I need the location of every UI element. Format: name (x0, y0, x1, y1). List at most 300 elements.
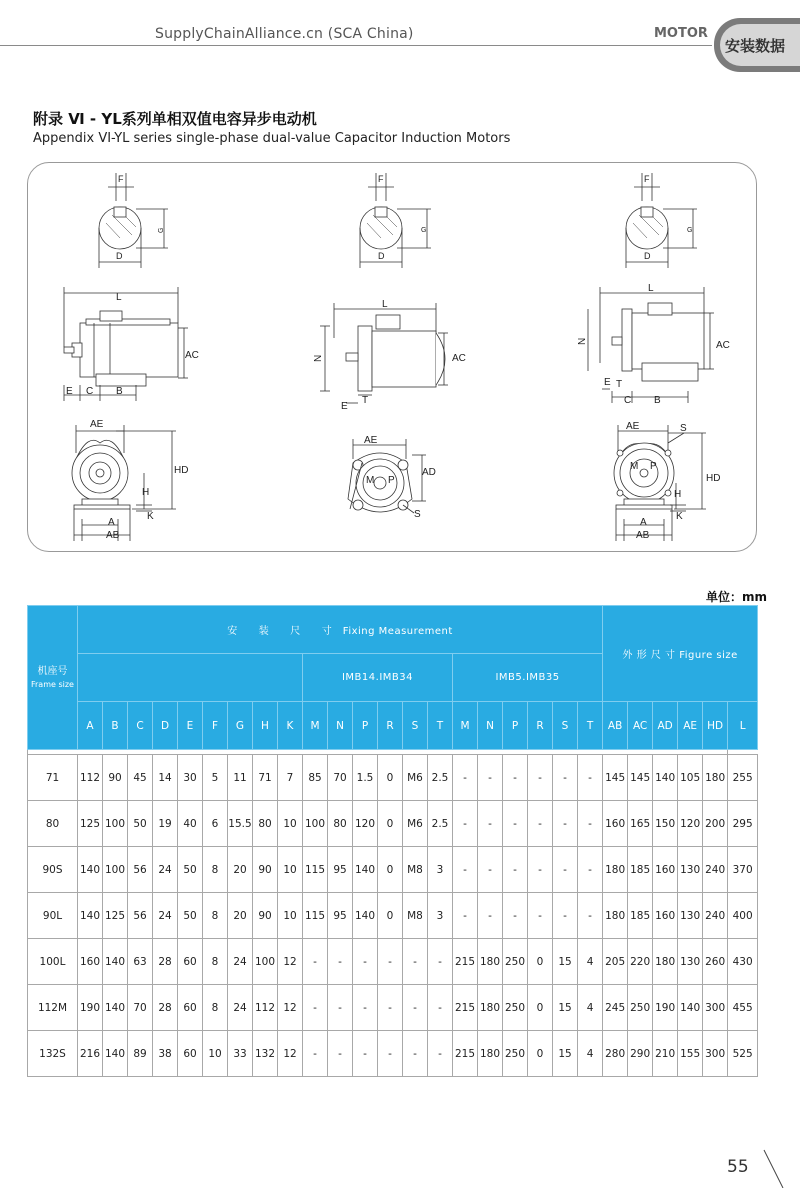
label-P: P (650, 461, 657, 472)
table-cell: 20 (228, 847, 253, 893)
table-cell: 140 (78, 847, 103, 893)
table-cell: 2.5 (428, 801, 453, 847)
label-A: A (108, 517, 115, 528)
table-cell: 0 (378, 847, 403, 893)
header-rule (0, 45, 712, 46)
table-cell: - (378, 1031, 403, 1077)
table-cell: 132 (253, 1031, 278, 1077)
table-cell: 180 (478, 1031, 503, 1077)
table-cell: 85 (303, 755, 328, 801)
column-header: F (203, 702, 228, 750)
table-cell: 180 (478, 985, 503, 1031)
table-cell: 190 (78, 985, 103, 1031)
table-cell: - (453, 801, 478, 847)
table-cell: 0 (378, 893, 403, 939)
shaft-detail-3 (626, 173, 697, 268)
table-cell: 180 (603, 893, 628, 939)
table-cell: 60 (178, 939, 203, 985)
table-cell: 120 (353, 801, 378, 847)
table-cell: 4 (578, 985, 603, 1031)
table-cell: - (478, 755, 503, 801)
table-cell: 150 (653, 801, 678, 847)
label-C: C (86, 386, 94, 397)
table-cell: 250 (503, 985, 528, 1031)
table-cell: - (578, 893, 603, 939)
table-cell: - (553, 755, 578, 801)
table-cell: 140 (353, 847, 378, 893)
table-cell: - (528, 893, 553, 939)
table-cell: 24 (228, 939, 253, 985)
frame-size-cell: 112M (28, 985, 78, 1031)
table-cell: - (453, 847, 478, 893)
label-S: S (680, 423, 687, 434)
table-cell: 245 (603, 985, 628, 1031)
table-cell: - (403, 1031, 428, 1077)
table-cell: 70 (128, 985, 153, 1031)
table-cell: 28 (153, 939, 178, 985)
table-cell: - (503, 755, 528, 801)
table-cell: 56 (128, 893, 153, 939)
column-header: P (353, 702, 378, 750)
table-cell: 0 (378, 801, 403, 847)
table-cell: M8 (403, 893, 428, 939)
table-row (28, 985, 758, 1031)
table-cell: 160 (653, 893, 678, 939)
column-header: R (528, 702, 553, 750)
table-cell: 0 (528, 1031, 553, 1077)
column-header: T (578, 702, 603, 750)
table-cell: - (378, 985, 403, 1031)
table-cell: - (428, 985, 453, 1031)
page-title-cn: 附录 Ⅵ - YL系列单相双值电容异步电动机 (33, 110, 317, 128)
table-cell: 12 (278, 985, 303, 1031)
table-cell: - (353, 1031, 378, 1077)
table-cell: 100 (103, 801, 128, 847)
column-header: B (103, 702, 128, 750)
table-cell: 210 (653, 1031, 678, 1077)
frame-size-cell: 100L (28, 939, 78, 985)
table-cell: 185 (628, 847, 653, 893)
table-cell: - (378, 939, 403, 985)
table-cell: - (503, 893, 528, 939)
table-cell: 140 (353, 893, 378, 939)
label-E: E (604, 377, 611, 388)
side-view-foot-mounted (64, 287, 199, 401)
table-cell: 8 (203, 847, 228, 893)
column-header: L (728, 702, 758, 750)
label-E: E (66, 386, 73, 397)
table-cell: 165 (628, 801, 653, 847)
frame-size-cell: 90S (28, 847, 78, 893)
table-cell: 140 (103, 1031, 128, 1077)
label-AC: AC (716, 340, 730, 351)
table-cell: - (403, 939, 428, 985)
label-AE: AE (364, 435, 378, 446)
label-K: K (676, 511, 683, 522)
table-cell: 12 (278, 1031, 303, 1077)
section-label: MOTOR (654, 26, 708, 41)
column-header: AE (678, 702, 703, 750)
column-header: R (378, 702, 403, 750)
table-cell: 80 (253, 801, 278, 847)
table-cell: 24 (228, 985, 253, 1031)
table-cell: 115 (303, 893, 328, 939)
table-cell: - (578, 801, 603, 847)
table-cell: - (403, 985, 428, 1031)
table-cell: - (478, 801, 503, 847)
table-row (28, 755, 758, 801)
column-header: M (303, 702, 328, 750)
label-AB: AB (636, 530, 650, 541)
label-L: L (116, 292, 122, 303)
label-AE: AE (90, 419, 104, 430)
label-G: G (421, 227, 427, 234)
label-F: F (118, 174, 124, 184)
table-cell: 63 (128, 939, 153, 985)
end-view-flange-mounted (348, 435, 436, 520)
table-cell: 8 (203, 939, 228, 985)
column-header: C (128, 702, 153, 750)
dimension-table (27, 605, 758, 1077)
table-cell: 100 (253, 939, 278, 985)
column-header: H (253, 702, 278, 750)
label-G: G (158, 227, 165, 233)
label-L: L (382, 299, 388, 310)
table-cell: 255 (728, 755, 758, 801)
side-view-flange-foot (577, 283, 730, 406)
table-cell: 130 (678, 893, 703, 939)
table-cell: M8 (403, 847, 428, 893)
table-cell: 24 (153, 893, 178, 939)
table-row (28, 893, 758, 939)
label-AC: AC (185, 350, 199, 361)
table-cell: 200 (703, 801, 728, 847)
label-B: B (116, 386, 123, 397)
table-cell: - (353, 985, 378, 1031)
column-header: M (453, 702, 478, 750)
table-cell: 50 (178, 893, 203, 939)
table-cell: 430 (728, 939, 758, 985)
table-cell: 160 (653, 847, 678, 893)
table-cell: - (428, 939, 453, 985)
table-cell: - (478, 893, 503, 939)
table-cell: 90 (103, 755, 128, 801)
table-cell: 15 (553, 939, 578, 985)
table-cell: 145 (628, 755, 653, 801)
table-cell: 24 (153, 847, 178, 893)
imb14-header: IMB14.IMB34 (303, 654, 453, 702)
end-view-foot-mounted (72, 419, 188, 541)
table-cell: 5 (203, 755, 228, 801)
label-AB: AB (106, 530, 120, 541)
page-number: 55 (727, 1157, 749, 1177)
table-cell: 4 (578, 939, 603, 985)
table-cell: 15 (553, 1031, 578, 1077)
column-header: AB (603, 702, 628, 750)
table-cell: 30 (178, 755, 203, 801)
table-cell: 80 (328, 801, 353, 847)
table-cell: 95 (328, 847, 353, 893)
table-cell: 0 (528, 939, 553, 985)
table-cell: 180 (703, 755, 728, 801)
table-cell: 8 (203, 985, 228, 1031)
table-cell: 205 (603, 939, 628, 985)
table-cell: - (578, 847, 603, 893)
table-cell: 260 (703, 939, 728, 985)
table-cell: - (528, 847, 553, 893)
table-cell: 180 (478, 939, 503, 985)
page-title-en: Appendix VI-YL series single-phase dual-value Capacitor Induction Motors (33, 131, 511, 146)
label-AD: AD (422, 467, 436, 478)
fixing-spacer (78, 654, 303, 702)
table-cell: 300 (703, 1031, 728, 1077)
table-cell: 12 (278, 939, 303, 985)
table-cell: 38 (153, 1031, 178, 1077)
table-cell: 11 (228, 755, 253, 801)
table-cell: 56 (128, 847, 153, 893)
table-row (28, 1031, 758, 1077)
table-cell: 140 (103, 939, 128, 985)
unit-label: 单位：mm (706, 590, 768, 604)
table-cell: 100 (303, 801, 328, 847)
table-cell: 10 (203, 1031, 228, 1077)
table-cell: 10 (278, 801, 303, 847)
label-F: F (378, 174, 384, 184)
table-cell: M6 (403, 755, 428, 801)
column-header: S (403, 702, 428, 750)
table-cell: 240 (703, 893, 728, 939)
table-cell: 155 (678, 1031, 703, 1077)
column-header: K (278, 702, 303, 750)
label-L: L (648, 283, 654, 294)
label-B: B (654, 395, 661, 406)
table-cell: - (453, 893, 478, 939)
table-cell: 160 (603, 801, 628, 847)
table-cell: 455 (728, 985, 758, 1031)
table-cell: 90 (253, 847, 278, 893)
label-K: K (147, 511, 154, 522)
label-D: D (378, 251, 385, 261)
table-cell: 250 (503, 1031, 528, 1077)
column-header: N (478, 702, 503, 750)
table-cell: - (528, 801, 553, 847)
table-cell: 290 (628, 1031, 653, 1077)
table-cell: 280 (603, 1031, 628, 1077)
frame-size-cell: 80 (28, 801, 78, 847)
table-cell: 140 (678, 985, 703, 1031)
table-cell: 105 (678, 755, 703, 801)
table-cell: 90 (253, 893, 278, 939)
table-cell: - (328, 985, 353, 1031)
column-header: A (78, 702, 103, 750)
table-cell: 60 (178, 1031, 203, 1077)
table-cell: 6 (203, 801, 228, 847)
label-F: F (644, 174, 650, 184)
figure-size-header: 外 形 尺 寸 Figure size (603, 606, 758, 702)
frame-size-cell: 71 (28, 755, 78, 801)
label-M: M (630, 461, 639, 472)
table-cell: 50 (128, 801, 153, 847)
table-cell: 220 (628, 939, 653, 985)
site-name: SupplyChainAlliance.cn (SCA China) (155, 26, 414, 42)
imb5-header: IMB5.IMB35 (453, 654, 603, 702)
table-cell: 125 (103, 893, 128, 939)
table-cell: - (503, 801, 528, 847)
table-cell: 190 (653, 985, 678, 1031)
column-header: T (428, 702, 453, 750)
table-cell: 28 (153, 985, 178, 1031)
table-cell: 215 (453, 1031, 478, 1077)
frame-size-header: 机座号 Frame size (28, 606, 78, 750)
column-header: HD (703, 702, 728, 750)
label-T: T (362, 395, 369, 406)
table-cell: M6 (403, 801, 428, 847)
label-N: N (313, 354, 324, 362)
column-header: AD (653, 702, 678, 750)
label-H: H (142, 487, 150, 498)
table-cell: 60 (178, 985, 203, 1031)
table-cell: - (328, 1031, 353, 1077)
dimension-drawings-panel (27, 162, 757, 552)
table-cell: 180 (653, 939, 678, 985)
table-cell: 33 (228, 1031, 253, 1077)
label-S: S (414, 509, 421, 520)
table-cell: 140 (653, 755, 678, 801)
table-cell: 3 (428, 847, 453, 893)
label-C: C (624, 395, 632, 406)
table-cell: 89 (128, 1031, 153, 1077)
table-cell: - (303, 939, 328, 985)
label-P: P (388, 475, 395, 486)
table-cell: 180 (603, 847, 628, 893)
table-cell: - (478, 847, 503, 893)
label-D: D (644, 251, 651, 261)
table-cell: 125 (78, 801, 103, 847)
table-cell: 40 (178, 801, 203, 847)
frame-size-cell: 132S (28, 1031, 78, 1077)
label-N: N (577, 337, 588, 345)
fixing-measurement-header: 安 装 尺 寸 Fixing Measurement (78, 606, 603, 654)
table-cell: 45 (128, 755, 153, 801)
table-cell: 4 (578, 1031, 603, 1077)
table-row (28, 939, 758, 985)
table-cell: 19 (153, 801, 178, 847)
table-row (28, 801, 758, 847)
table-cell: 525 (728, 1031, 758, 1077)
table-cell: 216 (78, 1031, 103, 1077)
column-header: S (553, 702, 578, 750)
table-cell: 15.5 (228, 801, 253, 847)
table-cell: - (303, 1031, 328, 1077)
label-HD: HD (706, 473, 721, 484)
table-cell: 2.5 (428, 755, 453, 801)
label-G: G (687, 227, 693, 234)
table-cell: - (503, 847, 528, 893)
table-cell: 250 (503, 939, 528, 985)
shaft-detail-2 (360, 173, 431, 268)
table-cell: 8 (203, 893, 228, 939)
end-view-flange-foot (614, 421, 720, 541)
label-A: A (640, 517, 647, 528)
table-cell: - (328, 939, 353, 985)
label-H: H (674, 489, 682, 500)
column-header: G (228, 702, 253, 750)
table-cell: 20 (228, 893, 253, 939)
table-cell: 112 (253, 985, 278, 1031)
table-cell: 215 (453, 939, 478, 985)
label-AC: AC (452, 353, 466, 364)
side-view-flange-mounted (313, 299, 466, 412)
table-cell: 7 (278, 755, 303, 801)
table-cell: 0 (528, 985, 553, 1031)
table-cell: 130 (678, 847, 703, 893)
column-header: D (153, 702, 178, 750)
table-row (28, 847, 758, 893)
section-tab-label: 安装数据 (725, 37, 786, 55)
table-cell: 400 (728, 893, 758, 939)
table-cell: 370 (728, 847, 758, 893)
table-cell: 95 (328, 893, 353, 939)
table-cell: 14 (153, 755, 178, 801)
table-cell: 70 (328, 755, 353, 801)
table-cell: - (303, 985, 328, 1031)
table-cell: 3 (428, 893, 453, 939)
table-cell: 71 (253, 755, 278, 801)
table-cell: - (553, 893, 578, 939)
table-cell: - (453, 755, 478, 801)
table-cell: 50 (178, 847, 203, 893)
shaft-detail-1 (99, 173, 168, 268)
label-AE: AE (626, 421, 640, 432)
table-cell: - (553, 801, 578, 847)
table-cell: 115 (303, 847, 328, 893)
label-E: E (341, 401, 348, 412)
table-cell: 300 (703, 985, 728, 1031)
label-HD: HD (174, 465, 189, 476)
table-cell: 10 (278, 847, 303, 893)
table-cell: 1.5 (353, 755, 378, 801)
table-cell: 0 (378, 755, 403, 801)
table-cell: 160 (78, 939, 103, 985)
table-cell: - (553, 847, 578, 893)
table-cell: 130 (678, 939, 703, 985)
table-cell: - (353, 939, 378, 985)
table-cell: 120 (678, 801, 703, 847)
table-cell: 145 (603, 755, 628, 801)
column-header: P (503, 702, 528, 750)
table-cell: 140 (78, 893, 103, 939)
table-cell: 215 (453, 985, 478, 1031)
label-T: T (616, 379, 623, 390)
label-D: D (116, 251, 123, 261)
table-cell: 10 (278, 893, 303, 939)
table-cell: 140 (103, 985, 128, 1031)
column-header: AC (628, 702, 653, 750)
column-header: N (328, 702, 353, 750)
table-cell: 100 (103, 847, 128, 893)
table-cell: 240 (703, 847, 728, 893)
motor-dimension-drawings (28, 163, 756, 551)
label-M: M (366, 475, 375, 486)
table-cell: 185 (628, 893, 653, 939)
table-cell: 250 (628, 985, 653, 1031)
table-cell: 295 (728, 801, 758, 847)
table-cell: - (528, 755, 553, 801)
frame-size-cell: 90L (28, 893, 78, 939)
table-cell: - (578, 755, 603, 801)
column-header: E (178, 702, 203, 750)
table-cell: 112 (78, 755, 103, 801)
